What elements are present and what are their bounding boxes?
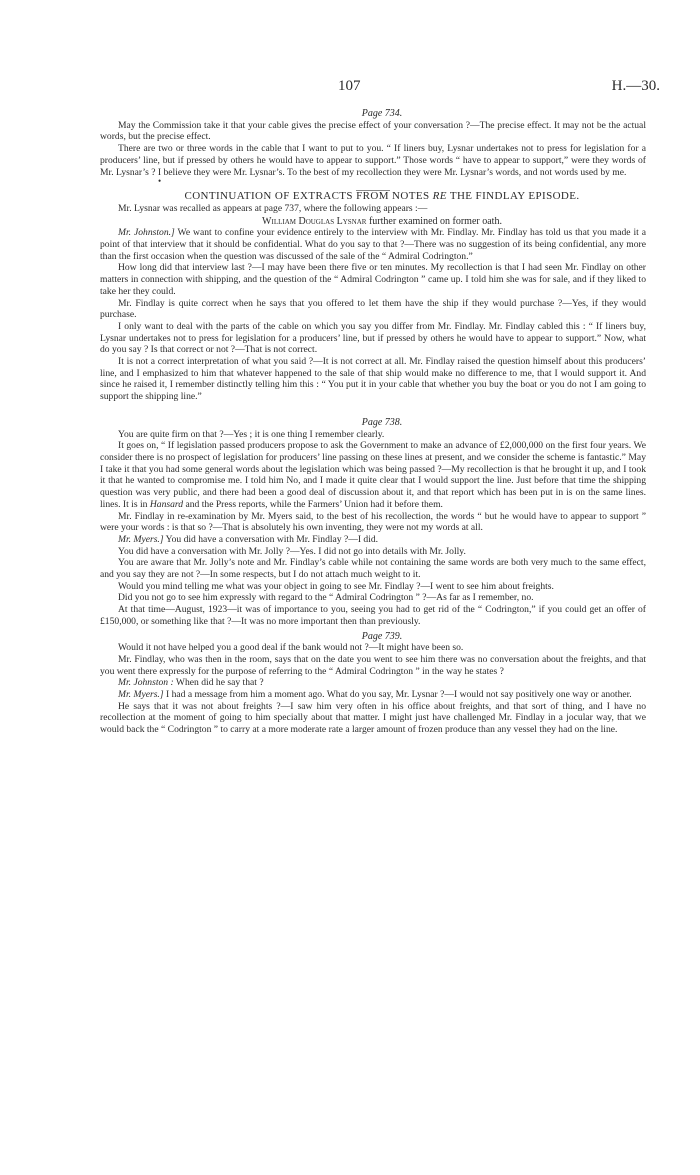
paragraph-text: It goes on, “ If legislation passed producers propose to ask the Government to make an advance of £2,000,000 on the first four years. We consider there is no prospect of legislation for producers’ line passing on these lines at present, and we consider the scheme is fantastic.” May I take it that you had some general words about the legislation which was being passed ?—My recollection is that he brought it up, and I took it that he wanted to compromise me. I told him No, and I made it quite clear that I would support the line. Just before that time the shipping question was very public, and there had been a good deal of discussion about it, and that report which has been put in is on the same lines.	[100, 440, 646, 499]
paragraph: There are two or three words in the cable that I want to put to you. “ If liners buy, Lysnar undertakes not to press for legislation for a producers’ line, but if pressed by others he would have to appear to support.” Those words “ have to appear to support,” were they words of Mr. Lysnar’s ? I believe they were Mr. Lysnar’s. To the best of my recollection they were Mr. Lysnar’s words, and not words used by me.	[100, 143, 646, 178]
paragraph: At that time—August, 1923—it was of importance to you, seeing you had to get rid of the “ Codrington,” if you could get an offer of £150,000, or something like that ?—It was no more important then than previously.	[100, 604, 646, 627]
document-body	[100, 108, 646, 736]
paragraph	[100, 689, 646, 701]
section-heading: CONTINUATION OF EXTRACTS FROM NOTES RE THE FINDLAY EPISODE.	[184, 190, 580, 203]
page-number: 107	[338, 78, 361, 94]
paragraph: He says that it was not about freights ?—I saw him very often in his office about freights, and that sort of thing, and I have no recollection at the moment of going to him specially about that matter. I might just have challenged Mr. Findlay in a jocular way, that we would back the “ Codrington ” to carry at a more moderate rate a larger amount of frozen produce than any vessel they had on the line.	[100, 700, 646, 736]
witness-name: William Douglas Lysnar	[262, 215, 367, 227]
page-reference: Page 738.	[361, 416, 403, 428]
paragraph	[100, 227, 646, 262]
paragraph: Mr. Findlay, who was then in the room, says that on the date you went to see him there was no conversation about the freights, and that you went there expressly for the purpose of referring to the “ Admiral Codrington ” in the way he states ?	[100, 653, 646, 677]
page-reference: Page 734.	[361, 108, 403, 119]
witness-line	[100, 216, 646, 228]
speaker-label: Mr. Johnston :	[118, 677, 174, 689]
paragraph: Mr. Findlay is quite correct when he says that you offered to let them have the ship if they would purchase ?—Yes, if they would purchase.	[100, 297, 646, 321]
page-reference: Page 739.	[361, 630, 403, 642]
paragraph: You are aware that Mr. Jolly’s note and Mr. Findlay’s cable while not containing the same words are both very much to the same effect, and you say they are not ?—In some respects, but I do not attach much weight to it.	[100, 557, 646, 581]
heading-emphasis: RE	[432, 190, 447, 203]
paragraph-text: and the Press reports, while the Farmers’ Union had it before them.	[183, 498, 443, 510]
paragraph-text: I had a message from him a moment ago. What do you say, Mr. Lysnar ?—I would not say positively one way or another.	[163, 689, 632, 701]
document-reference: H.—30.	[611, 78, 660, 94]
paragraph: It is not a correct interpretation of what you said ?—It is not correct at all. Mr. Findlay raised the question himself about this producers’ line, and I emphasized to him that whatever happened to the sale of that ship would make no difference to me, that I would support it. And since he raised it, I remember distinctly telling him this : “ You put it in your cable that whether you buy the boat or you do not I am going to support the shipping line.”	[100, 356, 646, 403]
paragraph-text: You did have a conversation with Mr. Findlay ?—I did.	[163, 533, 379, 545]
paragraph: Would you mind telling me what was your object in going to see Mr. Findlay ?—I went to see him about freights.	[118, 580, 554, 592]
paragraph-text: lines. It is in	[100, 498, 150, 510]
paragraph	[100, 534, 646, 546]
paragraph	[100, 440, 646, 510]
page-header	[0, 78, 700, 98]
paragraph: Mr. Findlay in re-examination by Mr. Myers said, to the best of his recollection, the words “ but he would have to appear to support ” were your words : is that so ?—That is absolutely his own inventing, they were not my words at all.	[100, 510, 646, 534]
paragraph: How long did that interview last ?—I may have been there five or ten minutes. My recollection is that I had seen Mr. Findlay on other matters in connection with shipping, and the question of the “ Admiral Codrington ” came up. I told him she was for sale, and if they liked to take her they could.	[100, 262, 646, 297]
speaker-label: Mr. Myers.]	[118, 533, 164, 545]
paragraph: Mr. Lysnar was recalled as appears at page 737, where the following appears :—	[118, 202, 428, 214]
paragraph: Would it not have helped you a good deal if the bank would not ?—It might have been so.	[118, 642, 464, 654]
stray-mark: •	[158, 176, 162, 187]
paragraph: May the Commission take it that your cable gives the precise effect of your conversation ?—The precise effect. It may not be the actual words, but the precise effect.	[100, 119, 646, 143]
paragraph-text: We want to confine your evidence entirely to the interview with Mr. Findlay. Mr. Findlay has told us that you made it a point of that interview that it should be confidential. What do you say to that ?—There was no suggestion of its being confidential, any more than the first occasion when the question was discussed of the sale of the “ Admiral Codrington.”	[100, 227, 646, 262]
paragraph	[100, 677, 646, 689]
paragraph: You did have a conversation with Mr. Jolly ?—Yes. I did not go into details with Mr. Jolly.	[118, 545, 466, 557]
paragraph: Did you not go to see him expressly with regard to the “ Admiral Codrington ” ?—As far as I remember, no.	[118, 592, 534, 604]
paragraph-text: When did he say that ?	[173, 677, 264, 689]
paragraph: I only want to deal with the parts of the cable on which you say you differ from Mr. Findlay. Mr. Findlay cabled this : “ If liners buy, Lysnar undertakes not to press for legislation for a producers’ line, but if pressed by others he would have to appear to support.” Now, what do you say ? Is that correct or not ?—That is not correct.	[100, 320, 646, 356]
speaker-label: Mr. Myers.]	[118, 689, 164, 701]
speaker-label: Mr. Johnston.]	[118, 227, 175, 239]
witness-note: further examined on former oath.	[366, 215, 502, 227]
hansard-reference: Hansard	[149, 498, 184, 510]
paragraph: You are quite firm on that ?—Yes ; it is one thing I remember clearly.	[118, 428, 385, 440]
